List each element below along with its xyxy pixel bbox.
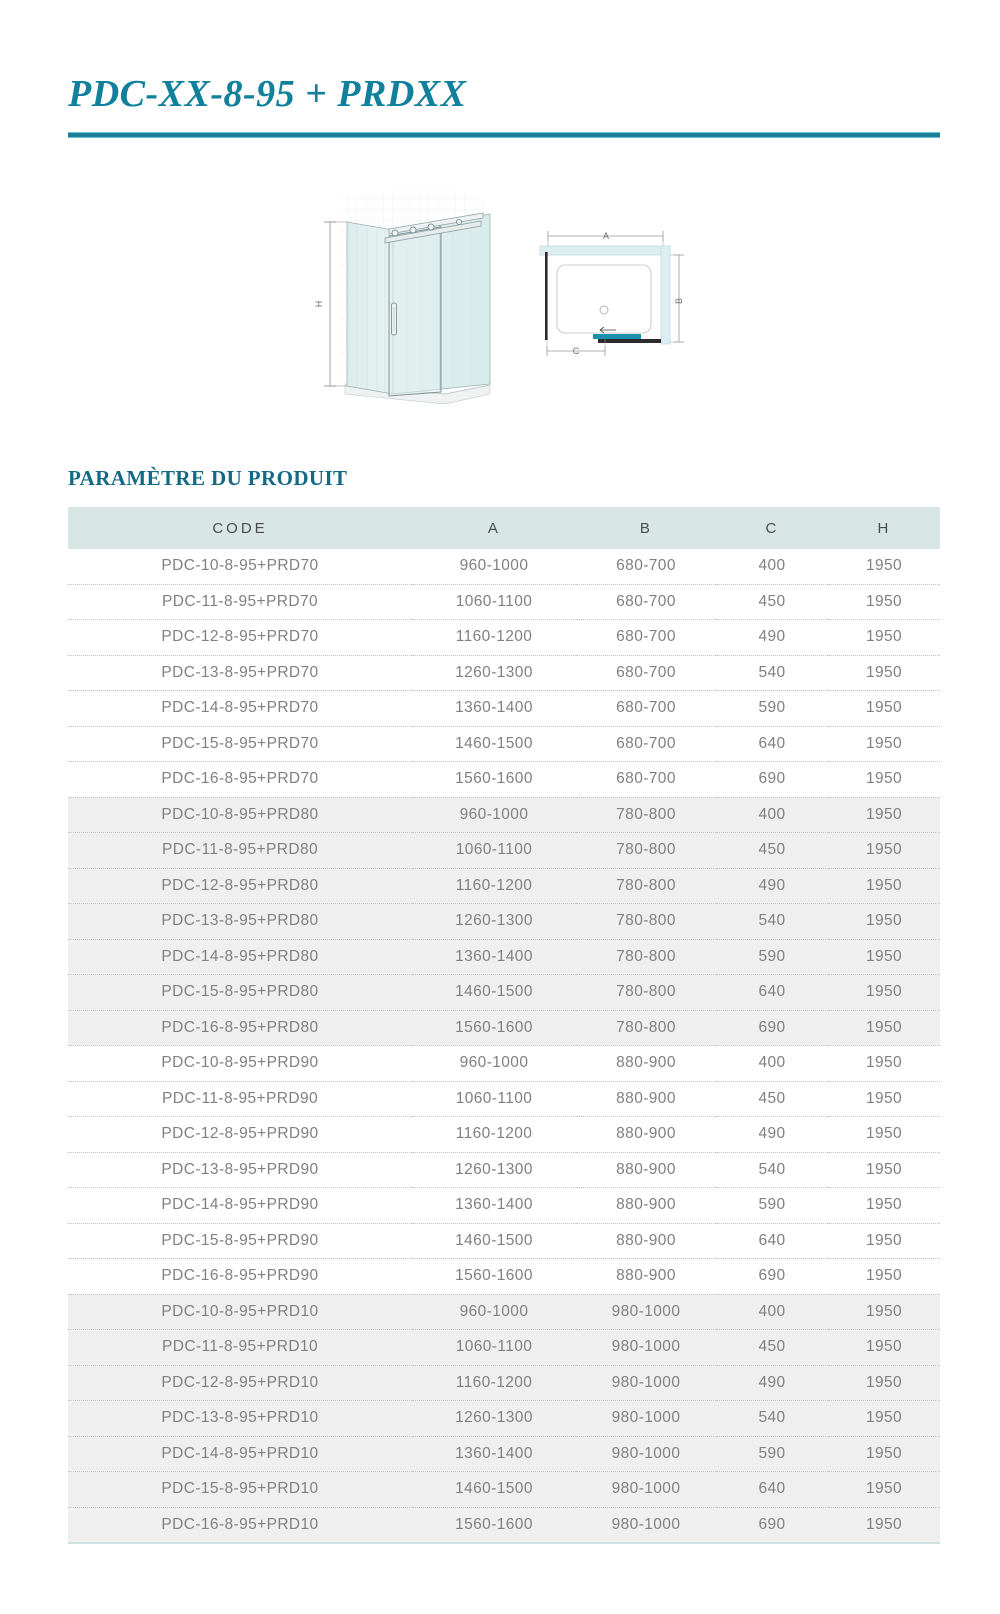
table-row bbox=[68, 1294, 940, 1330]
cell-b: 680-700 bbox=[576, 726, 716, 762]
cell-code: PDC-13-8-95+PRD80 bbox=[68, 904, 412, 940]
table-row bbox=[68, 1010, 940, 1046]
cell-h: 1950 bbox=[828, 939, 940, 975]
cell-h: 1950 bbox=[828, 655, 940, 691]
cell-code: PDC-16-8-95+PRD10 bbox=[68, 1507, 412, 1543]
title-block bbox=[68, 74, 940, 138]
cell-a: 1560-1600 bbox=[412, 1010, 576, 1046]
cell-code: PDC-14-8-95+PRD10 bbox=[68, 1436, 412, 1472]
shower-enclosure-isometric-diagram bbox=[285, 188, 500, 413]
cell-code: PDC-16-8-95+PRD80 bbox=[68, 1010, 412, 1046]
cell-b: 680-700 bbox=[576, 620, 716, 656]
cell-a: 960-1000 bbox=[412, 1046, 576, 1082]
cell-code: PDC-10-8-95+PRD90 bbox=[68, 1046, 412, 1082]
cell-code: PDC-15-8-95+PRD10 bbox=[68, 1472, 412, 1508]
cell-h: 1950 bbox=[828, 1436, 940, 1472]
cell-b: 980-1000 bbox=[576, 1472, 716, 1508]
column-header-a: A bbox=[412, 507, 576, 549]
table-row bbox=[68, 1259, 940, 1295]
cell-h: 1950 bbox=[828, 868, 940, 904]
cell-b: 680-700 bbox=[576, 655, 716, 691]
section-heading: PARAMÈTRE DU PRODUIT bbox=[68, 466, 348, 490]
cell-b: 880-900 bbox=[576, 1152, 716, 1188]
cell-h: 1950 bbox=[828, 1365, 940, 1401]
cell-c: 400 bbox=[716, 549, 828, 584]
cell-code: PDC-12-8-95+PRD10 bbox=[68, 1365, 412, 1401]
table-body bbox=[68, 549, 940, 1543]
cell-c: 590 bbox=[716, 691, 828, 727]
cell-c: 490 bbox=[716, 620, 828, 656]
table-row bbox=[68, 939, 940, 975]
cell-c: 590 bbox=[716, 1436, 828, 1472]
cell-code: PDC-15-8-95+PRD70 bbox=[68, 726, 412, 762]
cell-b: 780-800 bbox=[576, 939, 716, 975]
page-title: PDC-XX-8-95 + PRDXX bbox=[68, 73, 467, 115]
table-row bbox=[68, 1081, 940, 1117]
cell-b: 680-700 bbox=[576, 549, 716, 584]
cell-h: 1950 bbox=[828, 620, 940, 656]
cell-h: 1950 bbox=[828, 762, 940, 798]
cell-c: 640 bbox=[716, 726, 828, 762]
cell-a: 1060-1100 bbox=[412, 833, 576, 869]
cell-a: 1460-1500 bbox=[412, 1223, 576, 1259]
column-header-b: B bbox=[576, 507, 716, 549]
table-row bbox=[68, 868, 940, 904]
cell-c: 450 bbox=[716, 1330, 828, 1366]
cell-c: 590 bbox=[716, 939, 828, 975]
cell-h: 1950 bbox=[828, 1081, 940, 1117]
cell-h: 1950 bbox=[828, 904, 940, 940]
cell-code: PDC-11-8-95+PRD70 bbox=[68, 584, 412, 620]
cell-code: PDC-16-8-95+PRD70 bbox=[68, 762, 412, 798]
cell-c: 540 bbox=[716, 655, 828, 691]
table-row bbox=[68, 1436, 940, 1472]
product-parameter-table bbox=[68, 507, 940, 1544]
column-header-c: C bbox=[716, 507, 828, 549]
cell-a: 1560-1600 bbox=[412, 1259, 576, 1295]
cell-h: 1950 bbox=[828, 1330, 940, 1366]
cell-b: 680-700 bbox=[576, 584, 716, 620]
table-row bbox=[68, 1117, 940, 1153]
cell-h: 1950 bbox=[828, 1294, 940, 1330]
cell-a: 1360-1400 bbox=[412, 691, 576, 727]
cell-code: PDC-11-8-95+PRD10 bbox=[68, 1330, 412, 1366]
table-row bbox=[68, 797, 940, 833]
table-row bbox=[68, 1365, 940, 1401]
column-header-code: CODE bbox=[68, 507, 412, 549]
cell-c: 690 bbox=[716, 1010, 828, 1046]
table-row bbox=[68, 1188, 940, 1224]
cell-a: 1460-1500 bbox=[412, 975, 576, 1011]
cell-a: 1560-1600 bbox=[412, 762, 576, 798]
table-row bbox=[68, 1046, 940, 1082]
cell-b: 780-800 bbox=[576, 904, 716, 940]
table-row bbox=[68, 762, 940, 798]
table-row bbox=[68, 1507, 940, 1543]
cell-h: 1950 bbox=[828, 833, 940, 869]
cell-code: PDC-13-8-95+PRD90 bbox=[68, 1152, 412, 1188]
table-row bbox=[68, 1152, 940, 1188]
cell-h: 1950 bbox=[828, 1188, 940, 1224]
cell-c: 400 bbox=[716, 1046, 828, 1082]
cell-code: PDC-15-8-95+PRD90 bbox=[68, 1223, 412, 1259]
table-row bbox=[68, 691, 940, 727]
cell-a: 960-1000 bbox=[412, 1294, 576, 1330]
cell-c: 640 bbox=[716, 975, 828, 1011]
cell-a: 960-1000 bbox=[412, 797, 576, 833]
cell-b: 680-700 bbox=[576, 762, 716, 798]
cell-b: 780-800 bbox=[576, 868, 716, 904]
table-row bbox=[68, 1223, 940, 1259]
cell-h: 1950 bbox=[828, 1223, 940, 1259]
cell-a: 1060-1100 bbox=[412, 584, 576, 620]
cell-h: 1950 bbox=[828, 1507, 940, 1543]
cell-code: PDC-15-8-95+PRD80 bbox=[68, 975, 412, 1011]
cell-code: PDC-12-8-95+PRD90 bbox=[68, 1117, 412, 1153]
cell-b: 880-900 bbox=[576, 1117, 716, 1153]
cell-code: PDC-10-8-95+PRD80 bbox=[68, 797, 412, 833]
cell-b: 780-800 bbox=[576, 1010, 716, 1046]
cell-code: PDC-13-8-95+PRD70 bbox=[68, 655, 412, 691]
cell-b: 880-900 bbox=[576, 1259, 716, 1295]
cell-c: 490 bbox=[716, 1117, 828, 1153]
cell-code: PDC-12-8-95+PRD70 bbox=[68, 620, 412, 656]
cell-b: 880-900 bbox=[576, 1188, 716, 1224]
cell-h: 1950 bbox=[828, 975, 940, 1011]
table-row bbox=[68, 584, 940, 620]
cell-a: 1360-1400 bbox=[412, 1188, 576, 1224]
cell-b: 880-900 bbox=[576, 1223, 716, 1259]
table-row bbox=[68, 620, 940, 656]
cell-h: 1950 bbox=[828, 726, 940, 762]
cell-c: 490 bbox=[716, 868, 828, 904]
cell-h: 1950 bbox=[828, 1010, 940, 1046]
cell-h: 1950 bbox=[828, 584, 940, 620]
cell-h: 1950 bbox=[828, 1152, 940, 1188]
dimension-label-b: B bbox=[674, 297, 684, 305]
cell-c: 490 bbox=[716, 1365, 828, 1401]
product-diagram-area bbox=[0, 180, 1000, 430]
cell-b: 980-1000 bbox=[576, 1401, 716, 1437]
cell-a: 960-1000 bbox=[412, 549, 576, 584]
door-handle-icon bbox=[392, 303, 397, 335]
column-header-h: H bbox=[828, 507, 940, 549]
shower-enclosure-plan-diagram bbox=[508, 218, 693, 363]
side-glass-panel bbox=[347, 222, 393, 394]
table-row bbox=[68, 1330, 940, 1366]
table-row bbox=[68, 655, 940, 691]
cell-b: 980-1000 bbox=[576, 1294, 716, 1330]
cell-a: 1260-1300 bbox=[412, 904, 576, 940]
cell-a: 1260-1300 bbox=[412, 655, 576, 691]
cell-code: PDC-10-8-95+PRD10 bbox=[68, 1294, 412, 1330]
table-header bbox=[68, 507, 940, 549]
plan-side-panel bbox=[545, 252, 548, 340]
plan-sliding-door bbox=[593, 334, 661, 343]
cell-h: 1950 bbox=[828, 549, 940, 584]
cell-code: PDC-14-8-95+PRD90 bbox=[68, 1188, 412, 1224]
dimension-label-c: C bbox=[572, 346, 580, 356]
cell-b: 680-700 bbox=[576, 691, 716, 727]
cell-c: 450 bbox=[716, 833, 828, 869]
cell-a: 1260-1300 bbox=[412, 1401, 576, 1437]
cell-h: 1950 bbox=[828, 1401, 940, 1437]
cell-a: 1160-1200 bbox=[412, 868, 576, 904]
cell-code: PDC-11-8-95+PRD90 bbox=[68, 1081, 412, 1117]
title-divider bbox=[68, 132, 940, 138]
cell-c: 590 bbox=[716, 1188, 828, 1224]
cell-h: 1950 bbox=[828, 797, 940, 833]
table-row bbox=[68, 726, 940, 762]
cell-b: 780-800 bbox=[576, 797, 716, 833]
cell-h: 1950 bbox=[828, 1046, 940, 1082]
cell-h: 1950 bbox=[828, 1472, 940, 1508]
cell-c: 540 bbox=[716, 1401, 828, 1437]
table-row bbox=[68, 975, 940, 1011]
cell-a: 1460-1500 bbox=[412, 1472, 576, 1508]
cell-a: 1360-1400 bbox=[412, 1436, 576, 1472]
table-header-row bbox=[68, 507, 940, 549]
cell-a: 1360-1400 bbox=[412, 939, 576, 975]
cell-a: 1160-1200 bbox=[412, 1365, 576, 1401]
cell-a: 1160-1200 bbox=[412, 1117, 576, 1153]
cell-b: 980-1000 bbox=[576, 1330, 716, 1366]
cell-c: 540 bbox=[716, 904, 828, 940]
cell-code: PDC-14-8-95+PRD80 bbox=[68, 939, 412, 975]
cell-b: 780-800 bbox=[576, 833, 716, 869]
cell-b: 980-1000 bbox=[576, 1365, 716, 1401]
cell-c: 690 bbox=[716, 762, 828, 798]
cell-c: 690 bbox=[716, 1259, 828, 1295]
cell-code: PDC-11-8-95+PRD80 bbox=[68, 833, 412, 869]
cell-code: PDC-16-8-95+PRD90 bbox=[68, 1259, 412, 1295]
cell-c: 540 bbox=[716, 1152, 828, 1188]
cell-b: 980-1000 bbox=[576, 1436, 716, 1472]
drain-icon bbox=[600, 306, 608, 314]
cell-h: 1950 bbox=[828, 1117, 940, 1153]
cell-c: 450 bbox=[716, 584, 828, 620]
cell-c: 400 bbox=[716, 797, 828, 833]
plan-tray-outline bbox=[557, 265, 651, 333]
dimension-label-h: H bbox=[314, 300, 324, 308]
cell-b: 880-900 bbox=[576, 1081, 716, 1117]
cell-a: 1560-1600 bbox=[412, 1507, 576, 1543]
cell-a: 1160-1200 bbox=[412, 620, 576, 656]
cell-c: 400 bbox=[716, 1294, 828, 1330]
cell-code: PDC-12-8-95+PRD80 bbox=[68, 868, 412, 904]
table-row bbox=[68, 549, 940, 584]
table-row bbox=[68, 904, 940, 940]
cell-b: 780-800 bbox=[576, 975, 716, 1011]
table-row bbox=[68, 833, 940, 869]
cell-a: 1260-1300 bbox=[412, 1152, 576, 1188]
cell-a: 1060-1100 bbox=[412, 1081, 576, 1117]
cell-a: 1060-1100 bbox=[412, 1330, 576, 1366]
cell-code: PDC-14-8-95+PRD70 bbox=[68, 691, 412, 727]
cell-code: PDC-10-8-95+PRD70 bbox=[68, 549, 412, 584]
cell-code: PDC-13-8-95+PRD10 bbox=[68, 1401, 412, 1437]
table-row bbox=[68, 1401, 940, 1437]
cell-c: 450 bbox=[716, 1081, 828, 1117]
cell-h: 1950 bbox=[828, 691, 940, 727]
cell-h: 1950 bbox=[828, 1259, 940, 1295]
cell-a: 1460-1500 bbox=[412, 726, 576, 762]
table-row bbox=[68, 1472, 940, 1508]
cell-c: 640 bbox=[716, 1223, 828, 1259]
dimension-label-a: A bbox=[602, 231, 610, 241]
cell-c: 690 bbox=[716, 1507, 828, 1543]
cell-c: 640 bbox=[716, 1472, 828, 1508]
cell-b: 880-900 bbox=[576, 1046, 716, 1082]
cell-b: 980-1000 bbox=[576, 1507, 716, 1543]
